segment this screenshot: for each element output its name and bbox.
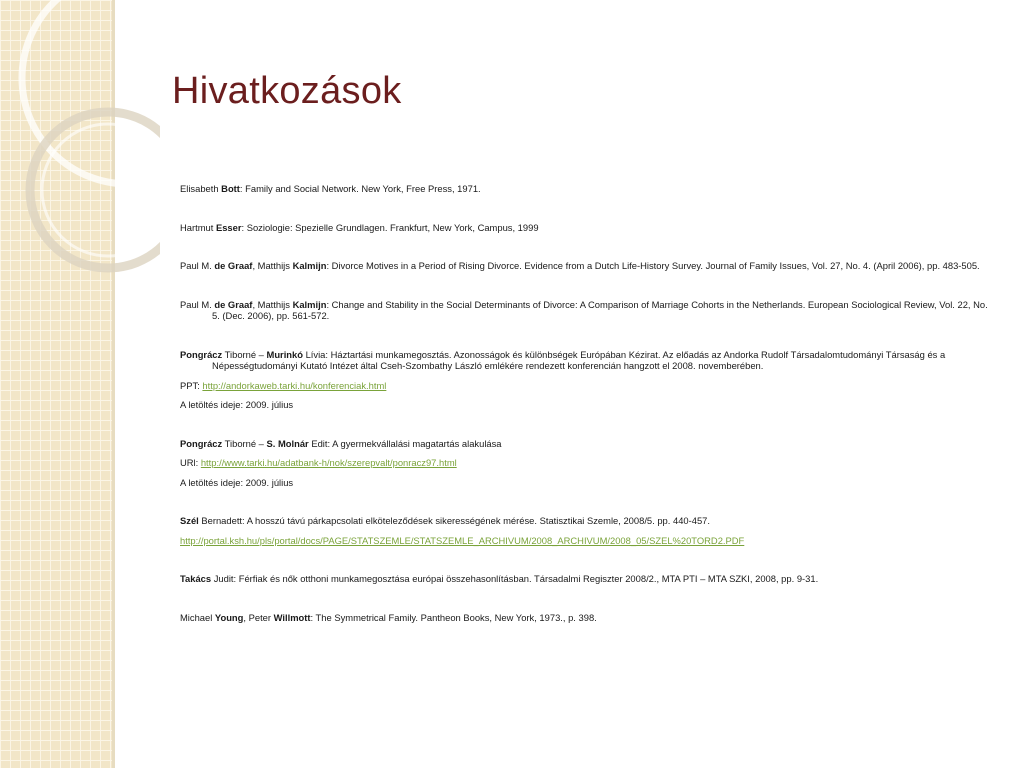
- reference-link[interactable]: http://andorkaweb.tarki.hu/konferenciak.html: [202, 379, 387, 391]
- reference-text: : Divorce Motives in a Period of Rising Divorce. Evidence from a Dutch Life-History Survey. Journal of Family Issues, Vol. 27, No. 4. (April 2006), pp. 483-505.: [326, 260, 980, 271]
- download-date: A letöltés ideje: 2009. július: [180, 476, 294, 488]
- reference-young-willmott: [180, 612, 995, 624]
- reference-pongracz-molnar: [180, 438, 995, 450]
- reference-degraaf-2: [180, 299, 995, 322]
- author-surname: Bott: [221, 183, 240, 194]
- author-surname: Young: [214, 611, 244, 623]
- reference-link-line: [180, 457, 995, 469]
- reference-link-line: [180, 380, 995, 392]
- author-surname: de Graaf: [214, 298, 253, 310]
- reference-bott: [180, 183, 995, 195]
- reference-takacs: [180, 573, 995, 585]
- download-date: A letöltés ideje: 2009. július: [180, 399, 294, 410]
- author-surname: Kalmijn: [292, 298, 327, 310]
- author-first: Tiborné –: [222, 437, 267, 449]
- author-surname: Pongrácz: [180, 437, 223, 449]
- reference-pongracz-murinko: [180, 349, 995, 372]
- author-first: , Matthijs: [252, 260, 293, 271]
- decorative-side-band: [0, 0, 112, 768]
- author-surname: Kalmijn: [292, 260, 327, 271]
- reference-text: Edit: A gyermekvállalási magatartás alakulása: [308, 437, 502, 449]
- link-prefix: PPT:: [180, 379, 203, 391]
- author-first: Paul M.: [180, 260, 215, 271]
- reference-list: [180, 183, 995, 623]
- author-surname: Murinkó: [266, 348, 303, 360]
- reference-text: : Family and Social Network. New York, Free Press, 1971.: [239, 183, 481, 194]
- reference-text: : Change and Stability in the Social Determinants of Divorce: A Comparison of Marriage Cohorts in the Netherlands. European Sociological Review, Vol. 22, No. 5. (Dec. 2006), pp. 561-572.: [212, 298, 988, 321]
- reference-link-line: [180, 535, 995, 547]
- reference-text: Lívia: Háztartási munkamegosztás. Azonosságok és különbségek Európában Kézirat. Az előadás az Andorka Rudolf Társadalomtudományi Társaság és a Népességtudományi Kutató Intézet által Cseh-Szombathy László emlékére rendezett konferencián hangzott el 2008. novemberében.: [212, 348, 946, 371]
- author-first: Tiborné –: [222, 348, 267, 360]
- author-surname: Takács: [180, 573, 212, 584]
- author-first: Michael: [180, 611, 215, 623]
- author-surname: Pongrácz: [180, 348, 223, 360]
- link-prefix: URl:: [180, 457, 201, 468]
- side-band-edge: [112, 0, 115, 768]
- page-title: Hivatkozások: [172, 70, 402, 112]
- reference-text: : The Symmetrical Family. Pantheon Books, New York, 1973., p. 398.: [310, 611, 597, 623]
- author-first: , Matthijs: [252, 298, 293, 310]
- reference-degraaf-1: [180, 260, 995, 272]
- author-surname: Esser: [215, 221, 242, 233]
- author-first: Paul M.: [180, 298, 215, 310]
- reference-text: Judit: Férfiak és nők otthoni munkamegosztása európai összehasonlításban. Társadalmi Regiszter 2008/2., MTA PTI – MTA SZKI, 2008, pp. 9-31.: [211, 573, 819, 584]
- author-first: Elisabeth: [180, 183, 222, 194]
- author-surname: Szél: [180, 515, 199, 526]
- author-surname: Willmott: [273, 611, 311, 623]
- reference-link[interactable]: http://portal.ksh.hu/pls/portal/docs/PAGE/STATSZEMLE/STATSZEMLE_ARCHIVUM/2008_ARCHIVUM/2008_05/SZEL%20TORD2.PDF: [180, 534, 745, 546]
- author-first: Hartmut: [180, 221, 216, 233]
- reference-link[interactable]: http://www.tarki.hu/adatbank-h/nok/szerepvalt/ponracz97.html: [200, 457, 457, 468]
- reference-esser: [180, 222, 995, 234]
- author-surname: S. Molnár: [266, 437, 309, 449]
- author-surname: de Graaf: [214, 260, 253, 271]
- reference-szel: [180, 515, 995, 527]
- author-first: , Peter: [243, 611, 274, 623]
- reference-text: Bernadett: A hosszú távú párkapcsolati elköteleződések sikerességének mérése. Statisztikai Szemle, 2008/5. pp. 440-457.: [198, 515, 710, 526]
- reference-text: : Soziologie: Spezielle Grundlagen. Frankfurt, New York, Campus, 1999: [241, 221, 539, 233]
